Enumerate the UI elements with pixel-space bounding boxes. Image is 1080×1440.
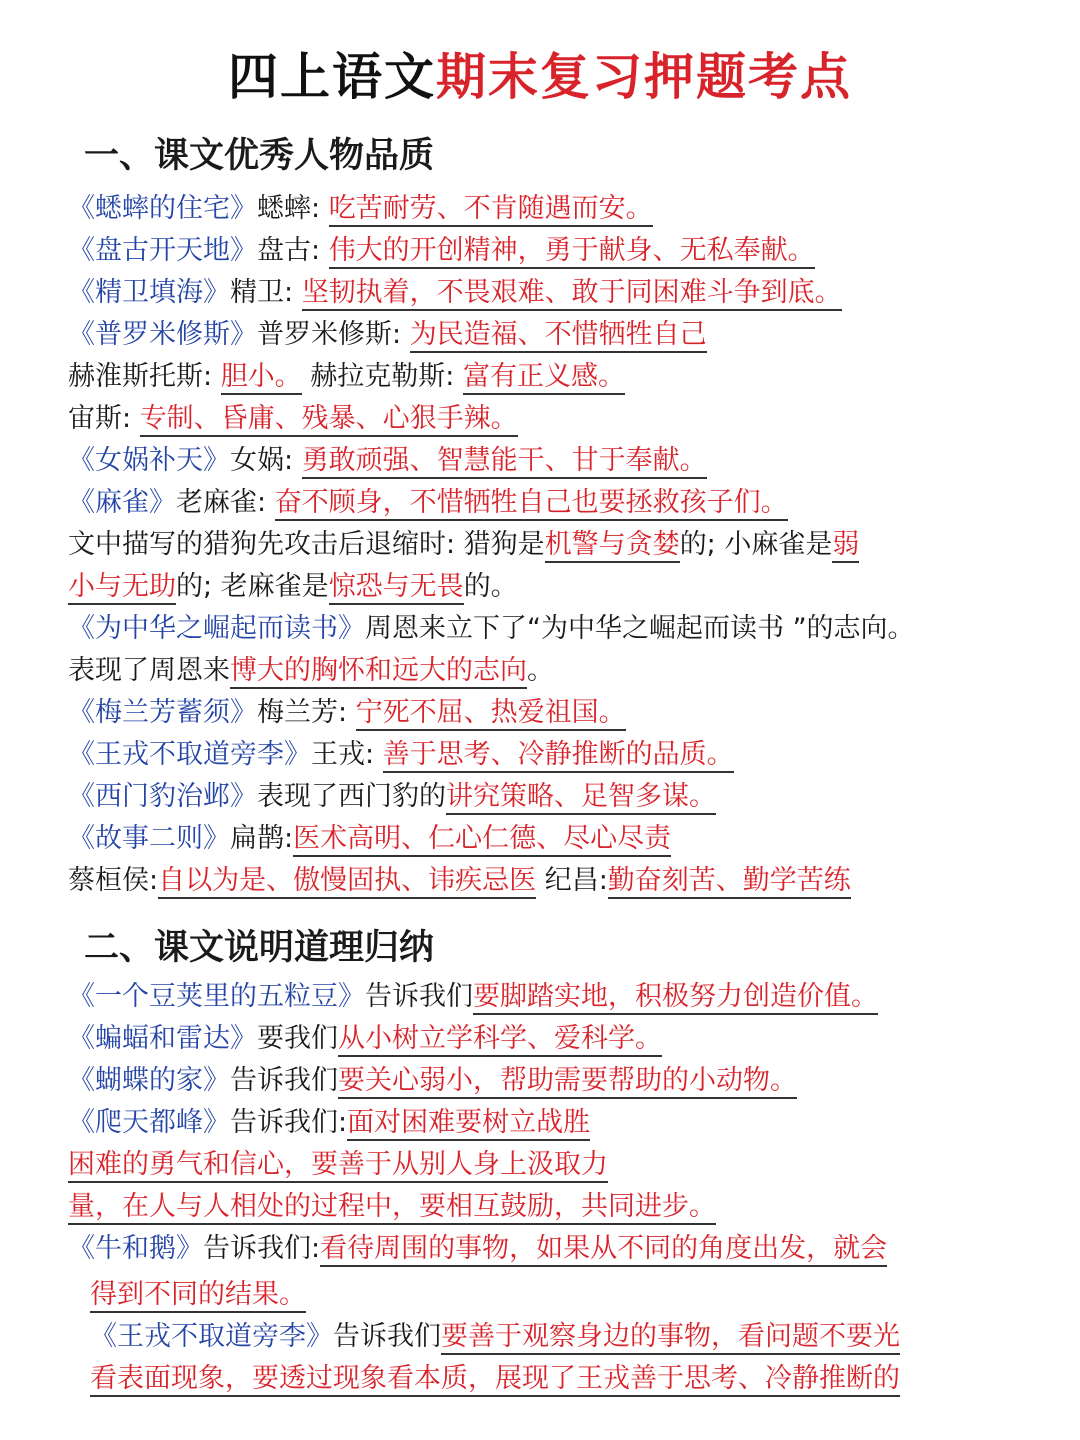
section-2-heading: 二、课文说明道理归纳	[84, 928, 435, 968]
body-text: 普罗米修斯:	[257, 319, 410, 350]
lesson-title: 《普罗米修斯》	[68, 319, 257, 350]
text-line	[68, 1062, 797, 1100]
answer-text: 量，在人与人相处的过程中，要相互鼓励，共同进步。	[68, 1191, 716, 1225]
body-text: 纪昌:	[536, 865, 608, 896]
lesson-title: 《故事二则》	[68, 823, 230, 854]
text-line	[68, 484, 788, 522]
title-part-1: 四上语文	[228, 48, 436, 106]
answer-text: 坚韧执着，不畏艰难、敢于同困难斗争到底。	[302, 277, 842, 311]
text-line	[68, 316, 707, 354]
body-text: 梅兰芳:	[257, 697, 356, 728]
title-part-2: 期末复习押题考点	[436, 48, 852, 106]
text-line	[68, 442, 707, 480]
text-line	[68, 190, 653, 228]
text-line	[68, 1146, 608, 1184]
text-line	[68, 736, 734, 774]
answer-text: 小与无助	[68, 571, 176, 605]
answer-text: 面对困难要树立战胜	[347, 1107, 590, 1141]
answer-text: 为民造福、不惜牺牲自己	[410, 319, 707, 353]
answer-text: 伟大的开创精神，勇于献身、无私奉献。	[329, 235, 815, 269]
answer-text: 困难的勇气和信心，要善于从别人身上汲取力	[68, 1149, 608, 1183]
text-line	[68, 652, 554, 690]
body-text: 表现了周恩来	[68, 655, 230, 686]
body-text: 老麻雀:	[176, 487, 275, 518]
answer-text: 讲究策略、足智多谋。	[446, 781, 716, 815]
answer-text: 机警与贪婪	[545, 529, 680, 563]
answer-text: 勇敢顽强、智慧能干、甘于奉献。	[302, 445, 707, 479]
lesson-title: 《西门豹治邺》	[68, 781, 257, 812]
body-text: 赫淮斯托斯:	[68, 361, 221, 392]
body-text: 要我们	[257, 1023, 338, 1054]
text-line	[68, 400, 518, 438]
body-text: 赫拉克勒斯:	[301, 361, 463, 392]
lesson-title: 《蟋蟀的住宅》	[68, 193, 257, 224]
section-1-heading: 一、课文优秀人物品质	[84, 136, 435, 176]
lesson-title: 《盘古开天地》	[68, 235, 257, 266]
answer-text: 看待周围的事物，如果从不同的角度出发，就会	[320, 1233, 887, 1267]
lesson-title: 《王戎不取道旁李》	[90, 1321, 333, 1352]
lesson-title: 《牛和鹅》	[68, 1233, 203, 1264]
answer-text: 吃苦耐劳、不肯随遇而安。	[329, 193, 653, 227]
body-text: 精卫:	[230, 277, 302, 308]
text-line	[68, 978, 878, 1016]
body-text: 周恩来立下了“为中华之崛起而读书 ”的志向。	[365, 613, 915, 644]
text-line	[68, 274, 842, 312]
body-text: 表现了西门豹的	[257, 781, 446, 812]
answer-text: 奋不顾身，不惜牺牲自己也要拯救孩子们。	[275, 487, 788, 521]
answer-text: 从小树立学科学、爱科学。	[338, 1023, 662, 1057]
text-line	[90, 1360, 900, 1398]
body-text: 扁鹊:	[230, 823, 294, 854]
lesson-title: 《麻雀》	[68, 487, 176, 518]
answer-text: 善于思考、冷静推断的品质。	[383, 739, 734, 773]
lesson-title: 《蝙蝠和雷达》	[68, 1023, 257, 1054]
answer-text: 看表面现象，要透过现象看本质，展现了王戎善于思考、冷静推断的	[90, 1363, 900, 1397]
lesson-title: 《一个豆荚里的五粒豆》	[68, 981, 365, 1012]
answer-text: 弱	[832, 529, 859, 563]
text-line	[68, 526, 859, 564]
body-text: 。	[527, 655, 554, 686]
lesson-title: 《爬天都峰》	[68, 1107, 230, 1138]
text-line	[68, 610, 915, 648]
body-text: 王戎:	[311, 739, 383, 770]
answer-text: 富有正义感。	[463, 361, 625, 395]
lesson-title: 《精卫填海》	[68, 277, 230, 308]
text-line	[68, 568, 518, 606]
body-text: 告诉我们	[230, 1065, 338, 1096]
text-line	[90, 1276, 306, 1314]
answer-text: 惊恐与无畏	[329, 571, 464, 605]
text-line	[68, 820, 671, 858]
answer-text: 勤奋刻苦、勤学苦练	[608, 865, 851, 899]
text-line	[68, 778, 716, 816]
answer-text: 医术高明、仁心仁德、尽心尽责	[293, 823, 671, 857]
answer-text: 要脚踏实地，积极努力创造价值。	[473, 981, 878, 1015]
body-text: 文中描写的猎狗先攻击后退缩时: 猎狗是	[68, 529, 545, 560]
answer-text: 专制、昏庸、残暴、心狠手辣。	[140, 403, 518, 437]
text-line	[90, 1318, 900, 1356]
lesson-title: 《王戎不取道旁李》	[68, 739, 311, 770]
text-line	[68, 358, 625, 396]
answer-text: 得到不同的结果。	[90, 1279, 306, 1313]
text-line	[68, 1188, 716, 1226]
answer-text: 博大的胸怀和远大的志向	[230, 655, 527, 689]
answer-text: 要关心弱小，帮助需要帮助的小动物。	[338, 1065, 797, 1099]
text-line	[68, 862, 851, 900]
lesson-title: 《蝴蝶的家》	[68, 1065, 230, 1096]
answer-text: 宁死不屈、热爱祖国。	[356, 697, 626, 731]
body-text: 告诉我们	[365, 981, 473, 1012]
body-text: 蟋蟀:	[257, 193, 329, 224]
text-line	[68, 1230, 887, 1268]
text-line	[68, 232, 815, 270]
text-line	[68, 694, 626, 732]
text-line	[68, 1020, 662, 1058]
body-text: 告诉我们	[333, 1321, 441, 1352]
body-text: 告诉我们:	[230, 1107, 348, 1138]
body-text: 女娲:	[230, 445, 302, 476]
lesson-title: 《女娲补天》	[68, 445, 230, 476]
body-text: 的; 老麻雀是	[176, 571, 329, 602]
body-text: 宙斯:	[68, 403, 140, 434]
body-text: 盘古:	[257, 235, 329, 266]
body-text: 的。	[463, 571, 518, 602]
body-text: 告诉我们:	[203, 1233, 321, 1264]
body-text: 的; 小麻雀是	[679, 529, 833, 560]
answer-text: 要善于观察身边的事物，看问题不要光	[441, 1321, 900, 1355]
answer-text: 自以为是、傲慢固执、讳疾忌医	[158, 865, 536, 899]
answer-text: 胆小。	[221, 361, 302, 395]
lesson-title: 《梅兰芳蓄须》	[68, 697, 257, 728]
lesson-title: 《为中华之崛起而读书》	[68, 613, 365, 644]
body-text: 蔡桓侯:	[68, 865, 159, 896]
text-line	[68, 1104, 590, 1142]
